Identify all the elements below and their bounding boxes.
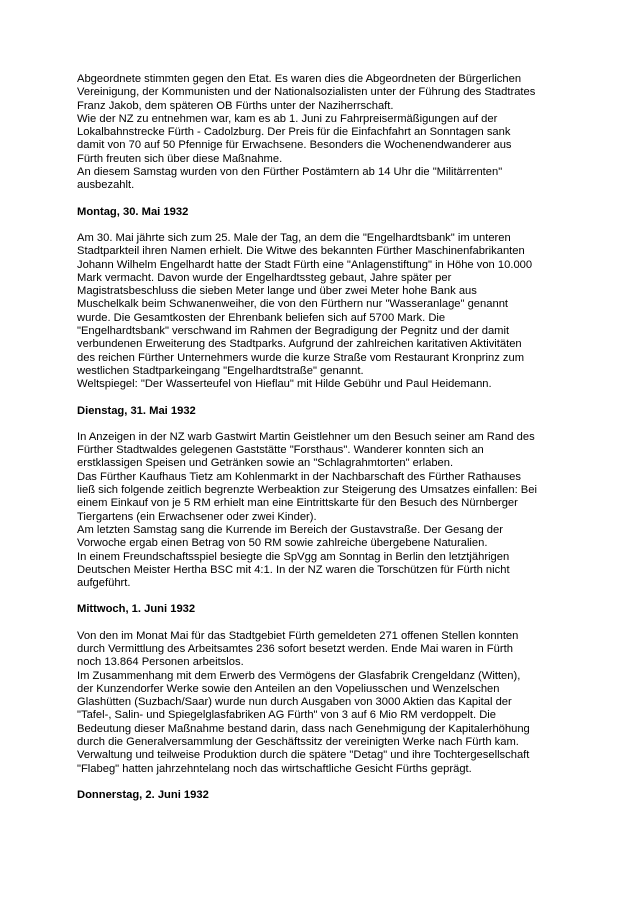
text-line: Vorwoche ergab einen Betrag von 50 RM sowie zahlreiche übergebene Naturalien. [77,537,488,550]
section-monday-30-may [77,206,577,392]
text-line: Im Zusammenhang mit dem Erwerb des Vermögens der Glasfabrik Crengeldanz (Witten), [77,669,521,682]
text-line: Tiergartens (ein Erwachsener oder zwei Kinder). [77,510,317,523]
text-line: des reichen Fürther Unternehmers wurde die kurze Straße vom Restaurant Kronprinz zum [77,351,525,364]
text-line: Bedeutung dieser Maßnahme bestand darin, dass nach Genehmigung der Kapitalerhöhung [77,722,530,735]
text-line: In einem Freundschaftsspiel besiegte die SpVgg am Sonntag in Berlin den letztjährigen [77,550,510,563]
section-body [77,232,577,392]
text-line: aufgeführt. [77,577,131,590]
text-line: ausbezahlt. [77,179,135,192]
section-heading: Donnerstag, 2. Juni 1932 [77,788,209,801]
intro-paragraph [77,73,577,193]
section-thursday-2-june [77,789,577,802]
text-line: Glashütten (Suzbach/Saar) wurde nun durch Ausgaben von 3000 Aktien das Kapital der [77,696,512,709]
text-line: Von den im Monat Mai für das Stadtgebiet Fürth gemeldeten 271 offenen Stellen konnten [77,629,519,642]
text-line: Weltspiegel: "Der Wasserteufel von Hieflau" mit Hilde Gebühr und Paul Heidemann. [77,378,492,391]
text-line: Das Fürther Kaufhaus Tietz am Kohlenmarkt in der Nachbarschaft des Fürther Rathauses [77,470,521,483]
text-line: Stadtparkteil ihren Namen erhielt. Die Witwe des bekannten Fürther Maschinenfabrikanten [77,245,525,258]
text-line: einem Einkauf von je 5 RM erhielt man eine Eintrittskarte für den Besuch des Nürnberger [77,497,518,510]
text-line: Verwaltung und teilweise Produktion durch die spätere "Detag" und ihre Tochtergesellschaft [77,749,530,762]
text-line: In Anzeigen in der NZ warb Gastwirt Martin Geistlehner um den Besuch seiner am Rand des [77,430,535,443]
text-line: erstklassigen Speisen und Getränken sowie an "Schlagrahmtorten" erlaben. [77,457,454,470]
text-line: der Kunzendorfer Werke sowie den Anteilen an den Vopeliusschen und Wenzelschen [77,682,500,695]
text-line: Mark vermacht. Davon wurde der Engelhardtssteg gebaut, Jahre später per [77,271,452,284]
text-line: westlichen Stadtparkeingang "Engelhardtstraße" genannt. [77,364,364,377]
text-line: Abgeordnete stimmten gegen den Etat. Es waren dies die Abgeordneten der Bürgerlichen [77,73,522,85]
text-line: An diesem Samstag wurden von den Fürther Postämtern ab 14 Uhr die "Militärrenten" [77,166,503,179]
text-line: verbundenen Erweiterung des Stadtparks. Aufgrund der zahlreichen karitativen Aktivitäten [77,338,522,351]
section-body [77,431,577,591]
text-line: Vereinigung, der Kommunisten und der Nationalsozialisten unter der Führung des Stadtrates [77,86,536,99]
text-line: Deutschen Meister Hertha BSC mit 4:1. In der NZ waren die Torschützen für Fürth nicht [77,563,510,576]
section-wednesday-1-june [77,603,577,776]
section-tuesday-31-may [77,405,577,591]
text-line: Fürth freuten sich über diese Maßnahme. [77,152,283,165]
text-line: damit von 70 auf 50 Pfennige für Erwachsene. Besonders die Wochenendwanderer aus [77,139,512,152]
text-line: Am 30. Mai jährte sich zum 25. Male der Tag, an dem die "Engelhardtsbank" im unteren [77,231,511,244]
text-line: Fürther Stadtwaldes gelegenen Gaststätte "Forsthaus". Wanderer konnten sich an [77,444,484,457]
section-heading: Mittwoch, 1. Juni 1932 [77,603,196,616]
text-line: Johann Wilhelm Engelhardt hatte der Stadt Fürth eine "Anlagenstiftung" in Höhe von 10.000 [77,258,533,271]
text-line: wurde. Die Gesamtkosten der Ehrenbank beliefen sich auf 5700 Mark. Die [77,311,446,324]
document-page [77,73,577,815]
text-line: Magistratsbeschluss die sieben Meter lange und über zwei Meter hohe Bank aus [77,285,477,298]
text-line: "Engelhardtsbank" verschwand im Rahmen der Begradigung der Pegnitz und der damit [77,325,510,338]
text-line: durch die Generalversammlung der Geschäftssitz der vereinigten Werke nach Fürth kam. [77,736,519,749]
section-heading: Dienstag, 31. Mai 1932 [77,404,196,417]
text-line: Wie der NZ zu entnehmen war, kam es ab 1. Juni zu Fahrpreisermäßigungen auf der [77,112,498,125]
text-line: noch 13.864 Personen arbeitslos. [77,656,244,669]
text-line: ließ sich folgende zeitlich begrenzte Werbeaktion zur Steigerung des Umsatzes einfallen: Bei [77,484,537,497]
text-line: Lokalbahnstrecke Fürth - Cadolzburg. Der Preis für die Einfachfahrt an Sonntagen sank [77,126,511,139]
text-line: Franz Jakob, dem späteren OB Fürths unter der Naziherrschaft. [77,99,394,112]
text-line: "Flabeg" hatten jahrzehntelang noch das wirtschaftliche Gesicht Fürths geprägt. [77,762,472,775]
section-body [77,630,577,776]
text-line: durch Vermittlung des Arbeitsamtes 236 sofort besetzt werden. Ende Mai waren in Fürth [77,642,513,655]
text-line: Am letzten Samstag sang die Kurrende im Bereich der Gustavstraße. Der Gesang der [77,523,503,536]
text-line: Muschelkalk beim Schwanenweiher, die von den Fürthern nur "Wasseranlage" genannt [77,298,509,311]
text-line: "Tafel-, Salin- und Spiegelglasfabriken AG Fürth" von 3 auf 6 Mio RM verdoppelt. Die [77,709,496,722]
section-heading: Montag, 30. Mai 1932 [77,205,189,218]
